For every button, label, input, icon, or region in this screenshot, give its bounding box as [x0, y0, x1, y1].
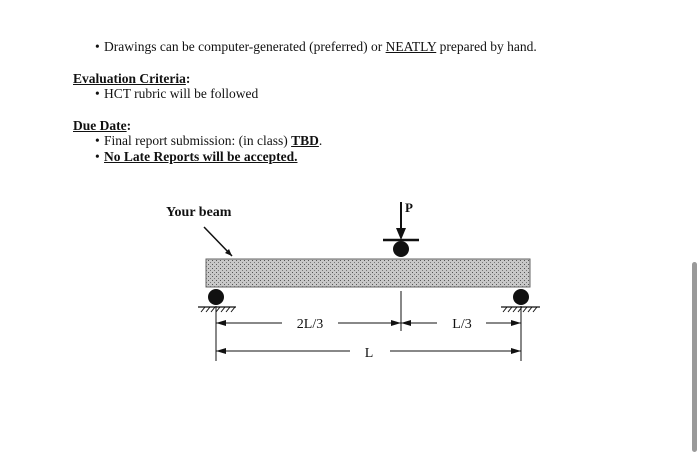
- due-date-tbd: TBD: [291, 133, 319, 148]
- due-date-item-suffix: .: [318, 133, 323, 148]
- beam: [206, 259, 530, 287]
- bullet: •: [95, 133, 100, 148]
- evaluation-heading-text: Evaluation Criteria: [73, 71, 186, 86]
- due-date-item-prefix: Final report submission: (in class): [104, 133, 292, 148]
- dim-l3-arrow-right: [511, 320, 521, 326]
- dim-2l3-label: 2L/3: [296, 317, 324, 332]
- right-support-roller: [513, 289, 529, 305]
- dim-l-label: L: [364, 346, 374, 361]
- due-date-heading-colon: :: [126, 118, 132, 133]
- dim-l3-arrow-left: [401, 320, 411, 326]
- dim-l-arrow-left: [216, 348, 226, 354]
- bullet: •: [95, 149, 100, 164]
- left-support-roller: [208, 289, 224, 305]
- late-notice-text: No Late Reports will be accepted.: [104, 149, 298, 164]
- bullet: •: [95, 39, 100, 54]
- evaluation-heading-colon: :: [185, 71, 191, 86]
- vertical-scrollbar[interactable]: [692, 262, 697, 452]
- drawings-note-prefix: Drawings can be computer-generated (preferred) or: [104, 39, 386, 54]
- load-arrowhead: [396, 228, 406, 240]
- dim-2l3-arrow-left: [216, 320, 226, 326]
- evaluation-item-text: HCT rubric will be followed: [104, 86, 259, 101]
- dim-l3-label: L/3: [452, 317, 472, 332]
- beam-label: Your beam: [166, 205, 232, 220]
- bullet: •: [95, 86, 100, 101]
- due-date-heading-text: Due Date: [73, 118, 127, 133]
- left-support-hatch: [201, 307, 235, 312]
- drawings-note-emphasis: NEATLY: [385, 39, 437, 54]
- right-support-hatch: [503, 307, 537, 312]
- drawings-note-suffix: prepared by hand.: [436, 39, 537, 54]
- dim-l-arrow-right: [511, 348, 521, 354]
- load-roller: [393, 241, 409, 257]
- dim-2l3-arrow-right: [391, 320, 401, 326]
- load-label: P: [405, 200, 413, 215]
